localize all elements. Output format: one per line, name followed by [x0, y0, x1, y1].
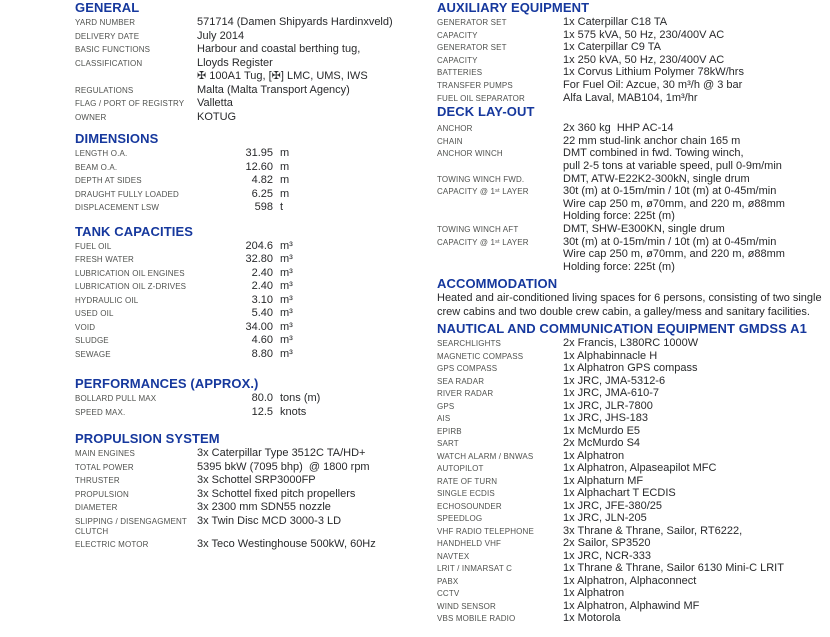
- spec-row: [75, 294, 433, 308]
- spec-unit: m³: [280, 307, 293, 319]
- spec-label: TOWING WINCH FWD.: [437, 174, 525, 184]
- spec-row: [437, 487, 830, 500]
- spec-value: 1x Alphatron, Alphaconnect: [563, 574, 697, 587]
- spec-row: [75, 461, 433, 475]
- spec-value-number: 6.25: [251, 187, 273, 200]
- spec-value: 3x Schottel SRP3000FP: [197, 474, 316, 486]
- spec-row: [75, 201, 433, 215]
- spec-row: [437, 550, 830, 563]
- spec-label: LRIT / INMARSAT C: [437, 564, 513, 574]
- spec-label: NAVTEX: [437, 551, 470, 561]
- section-title: AUXILIARY EQUIPMENT: [437, 0, 590, 15]
- section-rows: [437, 16, 830, 104]
- spec-label: TOTAL POWER: [75, 462, 134, 472]
- spec-label: SPEED MAX.: [75, 407, 126, 417]
- spec-row: [437, 400, 830, 413]
- spec-unit: m³: [280, 334, 293, 346]
- spec-label: LENGTH O.A.: [75, 149, 128, 158]
- spec-label: DISPLACEMENT LSW: [75, 203, 160, 212]
- spec-row: [75, 16, 433, 30]
- spec-row: [75, 111, 433, 125]
- spec-value-number: 80.0: [251, 392, 273, 404]
- section-title: DECK LAY-OUT: [437, 104, 535, 120]
- section-rows: [75, 447, 433, 551]
- spec-value: 1x JRC, JLN-205: [563, 512, 647, 525]
- spec-value: 1x 250 kVA, 50 Hz, 230/400V AC: [563, 53, 725, 66]
- spec-row: [437, 450, 830, 463]
- spec-value: 1x McMurdo E5: [563, 424, 641, 437]
- spec-value: Holding force: 225t (m): [563, 210, 675, 223]
- spec-row: [437, 587, 830, 600]
- section-rows: [75, 147, 433, 215]
- spec-label: TOWING WINCH AFT: [437, 224, 519, 234]
- spec-label: FRESH WATER: [75, 255, 134, 264]
- spec-row: [437, 41, 830, 54]
- spec-label: DRAUGHT FULLY LOADED: [75, 189, 179, 199]
- spec-unit: m: [280, 160, 290, 173]
- spec-label: BATTERIES: [437, 68, 483, 78]
- spec-label: MAIN ENGINES: [75, 449, 136, 458]
- spec-row: [75, 348, 433, 362]
- spec-value: DMT combined in fwd. Towing winch,: [563, 147, 744, 160]
- spec-value-number: 5.40: [251, 307, 273, 319]
- spec-row: [75, 280, 433, 294]
- spec-value: 1x Thrane & Thrane, Sailor 6130 Mini-C LRIT: [563, 562, 784, 575]
- spec-column-right: [437, 1, 830, 625]
- spec-row: [437, 500, 830, 513]
- spec-value: 1x 575 kVA, 50 Hz, 230/400V AC: [563, 28, 725, 41]
- spec-value: DMT, ATW-E22K2-300kN, single drum: [563, 172, 750, 185]
- spec-value-number: 2.40: [251, 280, 273, 292]
- spec-value-number: 12.5: [251, 405, 273, 418]
- spec-value-number: 204.6: [245, 239, 273, 252]
- spec-value: ✠ 100A1 Tug, [✠] LMC, UMS, IWS: [197, 70, 368, 82]
- spec-row: [75, 84, 433, 98]
- spec-label: EPIRB: [437, 426, 462, 436]
- spec-label: DELIVERY DATE: [75, 31, 140, 41]
- spec-value: 1x Alphatron, Alpaseapilot MFC: [563, 462, 717, 475]
- spec-value: 1x JRC, JFE-380/25: [563, 499, 663, 512]
- spec-label: GPS: [437, 401, 455, 411]
- spec-row: [437, 512, 830, 525]
- spec-value: 2x 360 kg HHP AC-14: [563, 122, 674, 135]
- spec-value: 1x Alphatron: [563, 587, 625, 600]
- spec-value: 1x Alphachart T ECDIS: [563, 487, 676, 500]
- spec-row: [437, 173, 830, 186]
- spec-value-number: 32.80: [245, 253, 273, 265]
- spec-label: HYDRAULIC OIL: [75, 295, 139, 305]
- spec-value-number: 598: [254, 201, 273, 213]
- spec-unit: knots: [280, 405, 307, 418]
- spec-row: [75, 501, 433, 515]
- spec-unit: m³: [280, 293, 293, 306]
- spec-row: [75, 515, 433, 538]
- spec-label: VHF RADIO TELEPHONE: [437, 526, 534, 536]
- spec-unit: tons (m): [280, 392, 321, 404]
- spec-row: [437, 475, 830, 488]
- spec-row: [437, 261, 830, 274]
- spec-value: 1x JRC, JMA-5312-6: [563, 374, 666, 387]
- spec-row: [75, 488, 433, 502]
- spec-value: 2x Sailor, SP3520: [563, 537, 651, 550]
- section-tank-capacities: [75, 225, 433, 362]
- spec-value: 1x Caterpillar C9 TA: [563, 41, 662, 54]
- spec-value: 1x JRC, JLR-7800: [563, 399, 653, 412]
- spec-value: 3x 2300 mm SDN55 nozzle: [197, 501, 331, 513]
- spec-value: 1x JRC, NCR-333: [563, 549, 652, 562]
- spec-value: pull 2-5 tons at variable speed, pull 0-9m/min: [563, 159, 782, 172]
- spec-label: CAPACITY: [437, 30, 478, 40]
- spec-value: 1x Alphatron: [563, 449, 625, 462]
- section-title: DIMENSIONS: [75, 131, 159, 146]
- spec-value: 1x Alphatron, Alphawind MF: [563, 599, 700, 612]
- spec-label: FUEL OIL: [75, 241, 112, 251]
- spec-label: BASIC FUNCTIONS: [75, 45, 151, 54]
- spec-value: 3x Teco Westinghouse 500kW, 60Hz: [197, 537, 376, 550]
- spec-row: [437, 66, 830, 79]
- spec-label: ANCHOR: [437, 124, 473, 134]
- spec-label: SINGLE ECDIS: [437, 489, 495, 499]
- spec-value: 2x Francis, L380RC 1000W: [563, 337, 699, 350]
- section-rows: [75, 16, 433, 124]
- spec-label: YARD NUMBER: [75, 18, 136, 27]
- spec-label: CLASSIFICATION: [75, 58, 143, 68]
- spec-label: ECHOSOUNDER: [437, 501, 502, 511]
- spec-row: [75, 267, 433, 281]
- spec-value: Alfa Laval, MAB104, 1m³/hr: [563, 91, 698, 104]
- spec-row: [437, 612, 830, 625]
- spec-row: [75, 474, 433, 488]
- section-title: PERFORMANCES (APPROX.): [75, 376, 259, 391]
- spec-label: BEAM O.A.: [75, 162, 118, 172]
- spec-label: SART: [437, 439, 459, 449]
- spec-label: WIND SENSOR: [437, 601, 496, 611]
- spec-label: CHAIN: [437, 136, 463, 146]
- spec-label: FLAG / PORT OF REGISTRY: [75, 99, 185, 108]
- spec-row: [437, 562, 830, 575]
- spec-label: MAGNETIC COMPASS: [437, 351, 524, 361]
- spec-value: 1x Alphabinnacle H: [563, 349, 658, 362]
- spec-row: [437, 198, 830, 211]
- section-rows: [75, 240, 433, 362]
- spec-label: SLIPPING / DISENGAGMENT CLUTCH: [75, 516, 187, 536]
- spec-row: [437, 210, 830, 223]
- spec-row: [437, 223, 830, 236]
- section-auxiliary-equipment: [437, 1, 830, 104]
- section-dimensions: [75, 132, 433, 215]
- spec-value: 30t (m) at 0-15m/min / 10t (m) at 0-45m/min: [563, 185, 777, 198]
- spec-row: [75, 392, 433, 406]
- section-paragraph: Heated and air-conditioned living spaces for 6 persons, consisting of two single crew cabins and two double crew cabin, a galley/mess and sanitary facilities.: [437, 292, 822, 318]
- spec-row: [437, 147, 830, 160]
- spec-value: 1x JRC, JHS-183: [563, 412, 648, 425]
- spec-unit: m³: [280, 266, 293, 279]
- spec-label: CAPACITY: [437, 55, 478, 65]
- spec-value: 3x Schottel fixed pitch propellers: [197, 487, 356, 500]
- spec-label: GENERATOR SET: [437, 18, 507, 27]
- spec-row: [75, 161, 433, 175]
- spec-value: Malta (Malta Transport Agency): [197, 83, 350, 96]
- section-title: PROPULSION SYSTEM: [75, 431, 220, 446]
- spec-unit: m: [280, 174, 290, 186]
- spec-label: SEARCHLIGHTS: [437, 339, 502, 349]
- spec-label: OWNER: [75, 112, 107, 122]
- spec-row: [437, 387, 830, 400]
- section-deck-lay-out: [437, 105, 830, 273]
- spec-label: SEA RADAR: [437, 376, 485, 386]
- spec-value-number: 3.10: [251, 293, 273, 306]
- spec-label: GENERATOR SET: [437, 43, 507, 53]
- section-title: TANK CAPACITIES: [75, 223, 194, 239]
- spec-row: [437, 412, 830, 425]
- spec-label: RIVER RADAR: [437, 389, 494, 399]
- spec-row: [75, 240, 433, 254]
- spec-value-number: 8.80: [251, 347, 273, 360]
- spec-label: PABX: [437, 576, 459, 586]
- spec-label: DIAMETER: [75, 503, 118, 512]
- spec-row: [437, 362, 830, 375]
- section-title: ACCOMMODATION: [437, 276, 558, 292]
- spec-row: [437, 462, 830, 475]
- spec-value-number: 4.82: [251, 174, 273, 186]
- spec-unit: m³: [280, 320, 293, 333]
- spec-row: [437, 437, 830, 450]
- spec-row: [437, 350, 830, 363]
- spec-row: [437, 54, 830, 67]
- spec-unit: m³: [280, 280, 293, 292]
- spec-unit: m: [280, 187, 290, 200]
- spec-value: July 2014: [197, 29, 245, 42]
- spec-value: 22 mm stud-link anchor chain 165 m: [563, 134, 741, 147]
- spec-row: [437, 160, 830, 173]
- spec-row: [437, 575, 830, 588]
- spec-value: 3x Caterpillar Type 3512C TA/HD+: [197, 447, 366, 459]
- spec-label: LUBRICATION OIL ENGINES: [75, 268, 185, 278]
- spec-label: RATE OF TURN: [437, 476, 498, 486]
- spec-label: HANDHELD VHF: [437, 539, 502, 549]
- section-accommodation: [437, 277, 830, 319]
- spec-value: 571714 (Damen Shipyards Hardinxveld): [197, 16, 393, 28]
- spec-row: [437, 525, 830, 538]
- spec-unit: m³: [280, 239, 293, 252]
- section-rows: [75, 392, 433, 419]
- spec-unit: m³: [280, 347, 293, 360]
- spec-label: USED OIL: [75, 309, 114, 318]
- spec-row: [75, 97, 433, 111]
- spec-row: [75, 307, 433, 321]
- spec-value: Lloyds Register: [197, 56, 273, 69]
- spec-value-number: 12.60: [245, 160, 273, 173]
- spec-label: DEPTH AT SIDES: [75, 176, 142, 185]
- spec-value: 3x Thrane & Thrane, Sailor, RT6222,: [563, 524, 743, 537]
- spec-value: 1x JRC, JMA-610-7: [563, 387, 659, 400]
- spec-label: TRANSFER PUMPS: [437, 80, 513, 90]
- spec-label: CAPACITY @ 1ˢᵗ LAYER: [437, 237, 529, 247]
- spec-label: PROPULSION: [75, 489, 129, 499]
- spec-value: Harbour and coastal berthing tug,: [197, 43, 361, 55]
- spec-value: Wire cap 250 m, ø70mm, and 220 m, ø88mm: [563, 197, 785, 210]
- spec-value-number: 31.95: [245, 147, 273, 159]
- spec-value-number: 4.60: [251, 334, 273, 346]
- spec-row: [75, 253, 433, 267]
- spec-label: LUBRICATION OIL Z-DRIVES: [75, 282, 187, 291]
- spec-row: [75, 334, 433, 348]
- spec-label: VOID: [75, 322, 96, 332]
- spec-row: [75, 147, 433, 161]
- spec-value: 30t (m) at 0-15m/min / 10t (m) at 0-45m/min: [563, 235, 777, 248]
- spec-row: [437, 185, 830, 198]
- section-rows: [437, 122, 830, 273]
- spec-label: WATCH ALARM / BNWAS: [437, 451, 534, 461]
- spec-row: [75, 406, 433, 420]
- spec-label: REGULATIONS: [75, 85, 134, 95]
- spec-value: Wire cap 250 m, ø70mm, and 220 m, ø88mm: [563, 248, 785, 261]
- spec-value: 3x Twin Disc MCD 3000-3 LD: [197, 514, 342, 527]
- spec-row: [437, 337, 830, 350]
- spec-row: [437, 29, 830, 42]
- spec-row: [75, 43, 433, 57]
- spec-unit: m³: [280, 253, 293, 265]
- spec-column-left: [75, 1, 433, 551]
- spec-value: 1x Alphatron GPS compass: [563, 362, 698, 375]
- spec-label: CAPACITY @ 1ˢᵗ LAYER: [437, 187, 529, 197]
- section-nautical-and-communication-equipment-gmdss-a1: [437, 322, 830, 625]
- spec-value: Valletta: [197, 97, 233, 109]
- spec-row: [437, 248, 830, 261]
- spec-row: [437, 122, 830, 135]
- spec-label: ANCHOR WINCH: [437, 149, 503, 159]
- spec-row: [75, 538, 433, 552]
- section-general: [75, 1, 433, 124]
- spec-value-number: 34.00: [245, 320, 273, 333]
- spec-row: [437, 79, 830, 92]
- spec-label: SPEEDLOG: [437, 514, 483, 524]
- spec-row: [75, 57, 433, 71]
- spec-row: [437, 600, 830, 613]
- spec-value: 5395 bkW (7095 bhp) @ 1800 rpm: [197, 460, 370, 473]
- section-title: GENERAL: [75, 0, 140, 15]
- spec-value: 1x Caterpillar C18 TA: [563, 16, 668, 28]
- spec-label: CCTV: [437, 589, 460, 599]
- spec-row: [437, 537, 830, 550]
- spec-label: SLUDGE: [75, 336, 109, 345]
- spec-label: VBS MOBILE RADIO: [437, 614, 516, 624]
- spec-value: For Fuel Oil: Azcue, 30 m³/h @ 3 bar: [563, 78, 743, 91]
- spec-label: THRUSTER: [75, 476, 120, 485]
- spec-row: [75, 70, 433, 84]
- spec-label: FUEL OIL SEPARATOR: [437, 93, 525, 103]
- spec-unit: t: [280, 201, 284, 213]
- spec-unit: m: [280, 147, 290, 159]
- spec-value: 1x Motorola: [563, 612, 621, 625]
- spec-label: BOLLARD PULL MAX: [75, 394, 157, 403]
- spec-value: KOTUG: [197, 110, 237, 123]
- spec-row: [75, 30, 433, 44]
- spec-value: Holding force: 225t (m): [563, 260, 675, 273]
- section-performances-approx: [75, 377, 433, 419]
- spec-row: [437, 375, 830, 388]
- section-rows: [437, 337, 830, 625]
- spec-label: GPS COMPASS: [437, 364, 498, 374]
- spec-value: 2x McMurdo S4: [563, 437, 641, 450]
- spec-value-number: 2.40: [251, 266, 273, 279]
- spec-row: [437, 135, 830, 148]
- spec-row: [437, 236, 830, 249]
- spec-row: [75, 188, 433, 202]
- spec-value: 1x Alphaturn MF: [563, 474, 644, 487]
- spec-value: DMT, SHW-E300KN, single drum: [563, 222, 725, 235]
- spec-label: AUTOPILOT: [437, 464, 484, 474]
- spec-value: 1x Corvus Lithium Polymer 78kW/hrs: [563, 66, 744, 79]
- spec-row: [437, 425, 830, 438]
- spec-label: AIS: [437, 414, 451, 424]
- spec-row: [437, 16, 830, 29]
- spec-row: [75, 174, 433, 188]
- spec-row: [437, 92, 830, 105]
- spec-label: ELECTRIC MOTOR: [75, 539, 149, 549]
- section-title: NAUTICAL AND COMMUNICATION EQUIPMENT GMDSS A1: [437, 321, 807, 337]
- section-propulsion-system: [75, 432, 433, 551]
- spec-row: [75, 447, 433, 461]
- spec-label: SEWAGE: [75, 349, 111, 359]
- spec-row: [75, 321, 433, 335]
